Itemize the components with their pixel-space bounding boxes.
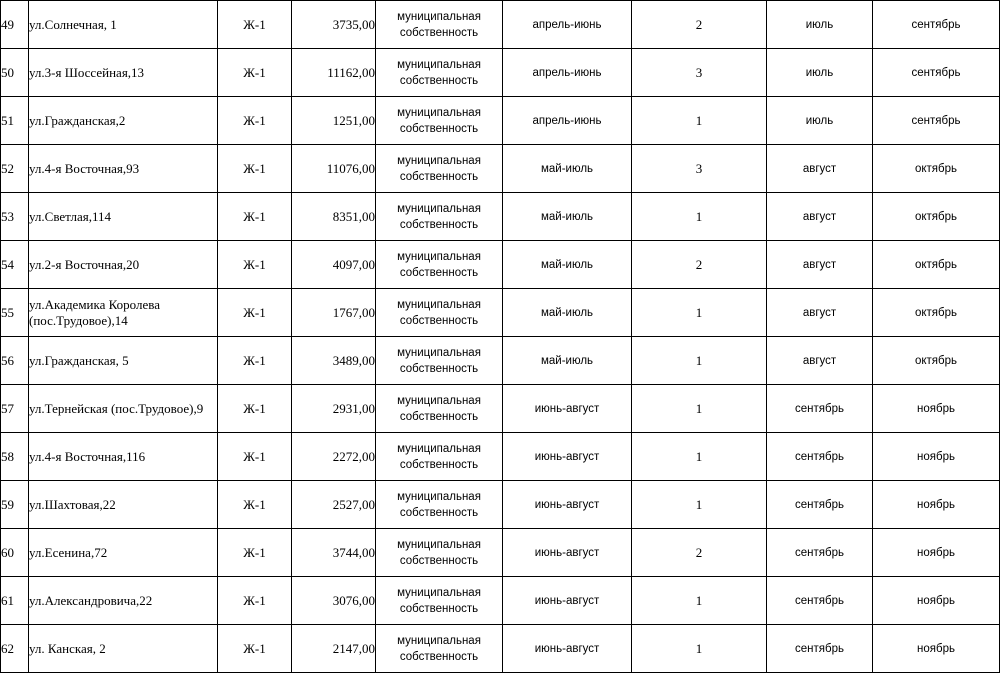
month-end-cell: октябрь xyxy=(873,289,1000,337)
month-start-cell: сентябрь xyxy=(767,625,873,673)
ownership-cell: муниципальная собственность xyxy=(376,49,503,97)
period-cell: июнь-август xyxy=(503,625,632,673)
period-cell: апрель-июнь xyxy=(503,49,632,97)
month-start-cell: август xyxy=(767,145,873,193)
ownership-cell: муниципальная собственность xyxy=(376,529,503,577)
count-cell: 1 xyxy=(632,577,767,625)
zone-cell: Ж-1 xyxy=(218,1,292,49)
row-number: 54 xyxy=(1,241,29,289)
row-number: 58 xyxy=(1,433,29,481)
count-cell: 1 xyxy=(632,97,767,145)
address-cell: ул.Есенина,72 xyxy=(29,529,218,577)
area-cell: 8351,00 xyxy=(292,193,376,241)
month-start-cell: сентябрь xyxy=(767,577,873,625)
month-end-cell: ноябрь xyxy=(873,481,1000,529)
count-cell: 1 xyxy=(632,433,767,481)
zone-cell: Ж-1 xyxy=(218,97,292,145)
area-cell: 3735,00 xyxy=(292,1,376,49)
month-end-cell: ноябрь xyxy=(873,577,1000,625)
area-cell: 1251,00 xyxy=(292,97,376,145)
zone-cell: Ж-1 xyxy=(218,49,292,97)
period-cell: май-июль xyxy=(503,241,632,289)
month-start-cell: сентябрь xyxy=(767,385,873,433)
address-cell: ул.Гражданская,2 xyxy=(29,97,218,145)
period-cell: июнь-август xyxy=(503,577,632,625)
ownership-cell: муниципальная собственность xyxy=(376,145,503,193)
area-cell: 2527,00 xyxy=(292,481,376,529)
row-number: 61 xyxy=(1,577,29,625)
zone-cell: Ж-1 xyxy=(218,433,292,481)
address-cell: ул.2-я Восточная,20 xyxy=(29,241,218,289)
zone-cell: Ж-1 xyxy=(218,481,292,529)
row-number: 56 xyxy=(1,337,29,385)
area-cell: 2147,00 xyxy=(292,625,376,673)
row-number: 51 xyxy=(1,97,29,145)
zone-cell: Ж-1 xyxy=(218,241,292,289)
row-number: 59 xyxy=(1,481,29,529)
address-cell: ул.4-я Восточная,116 xyxy=(29,433,218,481)
row-number: 60 xyxy=(1,529,29,577)
table-row xyxy=(1,1,1000,49)
area-cell: 2272,00 xyxy=(292,433,376,481)
ownership-cell: муниципальная собственность xyxy=(376,193,503,241)
table-row xyxy=(1,193,1000,241)
row-number: 57 xyxy=(1,385,29,433)
ownership-cell: муниципальная собственность xyxy=(376,241,503,289)
ownership-cell: муниципальная собственность xyxy=(376,1,503,49)
ownership-cell: муниципальная собственность xyxy=(376,385,503,433)
period-cell: июнь-август xyxy=(503,529,632,577)
zone-cell: Ж-1 xyxy=(218,193,292,241)
month-start-cell: август xyxy=(767,289,873,337)
period-cell: май-июль xyxy=(503,289,632,337)
zone-cell: Ж-1 xyxy=(218,337,292,385)
count-cell: 3 xyxy=(632,49,767,97)
month-end-cell: сентябрь xyxy=(873,1,1000,49)
address-cell: ул.4-я Восточная,93 xyxy=(29,145,218,193)
month-end-cell: сентябрь xyxy=(873,97,1000,145)
month-end-cell: октябрь xyxy=(873,337,1000,385)
month-end-cell: октябрь xyxy=(873,193,1000,241)
address-cell: ул.Шахтовая,22 xyxy=(29,481,218,529)
table-row xyxy=(1,241,1000,289)
zone-cell: Ж-1 xyxy=(218,625,292,673)
ownership-cell: муниципальная собственность xyxy=(376,289,503,337)
table-row xyxy=(1,529,1000,577)
count-cell: 2 xyxy=(632,241,767,289)
month-start-cell: сентябрь xyxy=(767,433,873,481)
ownership-cell: муниципальная собственность xyxy=(376,625,503,673)
month-start-cell: август xyxy=(767,193,873,241)
month-start-cell: август xyxy=(767,337,873,385)
period-cell: июнь-август xyxy=(503,481,632,529)
month-end-cell: ноябрь xyxy=(873,529,1000,577)
table-row xyxy=(1,145,1000,193)
address-cell: ул.Академика Королева (пос.Трудовое),14 xyxy=(29,289,218,337)
area-cell: 3489,00 xyxy=(292,337,376,385)
table-row xyxy=(1,481,1000,529)
count-cell: 2 xyxy=(632,529,767,577)
area-cell: 2931,00 xyxy=(292,385,376,433)
count-cell: 3 xyxy=(632,145,767,193)
row-number: 62 xyxy=(1,625,29,673)
ownership-cell: муниципальная собственность xyxy=(376,577,503,625)
row-number: 52 xyxy=(1,145,29,193)
count-cell: 1 xyxy=(632,385,767,433)
month-start-cell: июль xyxy=(767,49,873,97)
table-row xyxy=(1,433,1000,481)
period-cell: май-июль xyxy=(503,337,632,385)
row-number: 55 xyxy=(1,289,29,337)
month-start-cell: июль xyxy=(767,97,873,145)
table-row xyxy=(1,385,1000,433)
month-end-cell: ноябрь xyxy=(873,433,1000,481)
period-cell: июнь-август xyxy=(503,433,632,481)
table-row xyxy=(1,337,1000,385)
ownership-cell: муниципальная собственность xyxy=(376,481,503,529)
row-number: 50 xyxy=(1,49,29,97)
ownership-cell: муниципальная собственность xyxy=(376,97,503,145)
count-cell: 1 xyxy=(632,625,767,673)
area-cell: 11162,00 xyxy=(292,49,376,97)
address-cell: ул. Канская, 2 xyxy=(29,625,218,673)
row-number: 53 xyxy=(1,193,29,241)
count-cell: 1 xyxy=(632,193,767,241)
period-cell: апрель-июнь xyxy=(503,1,632,49)
table-row xyxy=(1,49,1000,97)
count-cell: 1 xyxy=(632,289,767,337)
zone-cell: Ж-1 xyxy=(218,577,292,625)
area-cell: 4097,00 xyxy=(292,241,376,289)
zone-cell: Ж-1 xyxy=(218,529,292,577)
month-start-cell: сентябрь xyxy=(767,529,873,577)
address-cell: ул.Светлая,114 xyxy=(29,193,218,241)
row-number: 49 xyxy=(1,1,29,49)
address-cell: ул.3-я Шоссейная,13 xyxy=(29,49,218,97)
period-cell: июнь-август xyxy=(503,385,632,433)
count-cell: 1 xyxy=(632,481,767,529)
month-end-cell: октябрь xyxy=(873,241,1000,289)
month-end-cell: сентябрь xyxy=(873,49,1000,97)
area-cell: 3076,00 xyxy=(292,577,376,625)
address-cell: ул.Солнечная, 1 xyxy=(29,1,218,49)
address-cell: ул.Александровича,22 xyxy=(29,577,218,625)
area-cell: 1767,00 xyxy=(292,289,376,337)
month-start-cell: сентябрь xyxy=(767,481,873,529)
period-cell: апрель-июнь xyxy=(503,97,632,145)
address-cell: ул.Тернейская (пос.Трудовое),9 xyxy=(29,385,218,433)
month-end-cell: октябрь xyxy=(873,145,1000,193)
table-row xyxy=(1,625,1000,673)
area-cell: 11076,00 xyxy=(292,145,376,193)
table-row xyxy=(1,289,1000,337)
count-cell: 2 xyxy=(632,1,767,49)
zone-cell: Ж-1 xyxy=(218,385,292,433)
month-start-cell: август xyxy=(767,241,873,289)
area-cell: 3744,00 xyxy=(292,529,376,577)
table-row xyxy=(1,97,1000,145)
month-end-cell: ноябрь xyxy=(873,385,1000,433)
table-row xyxy=(1,577,1000,625)
period-cell: май-июль xyxy=(503,145,632,193)
table-body xyxy=(1,1,1000,673)
month-end-cell: ноябрь xyxy=(873,625,1000,673)
ownership-cell: муниципальная собственность xyxy=(376,337,503,385)
period-cell: май-июль xyxy=(503,193,632,241)
zone-cell: Ж-1 xyxy=(218,145,292,193)
ownership-cell: муниципальная собственность xyxy=(376,433,503,481)
count-cell: 1 xyxy=(632,337,767,385)
address-cell: ул.Гражданская, 5 xyxy=(29,337,218,385)
month-start-cell: июль xyxy=(767,1,873,49)
zone-cell: Ж-1 xyxy=(218,289,292,337)
